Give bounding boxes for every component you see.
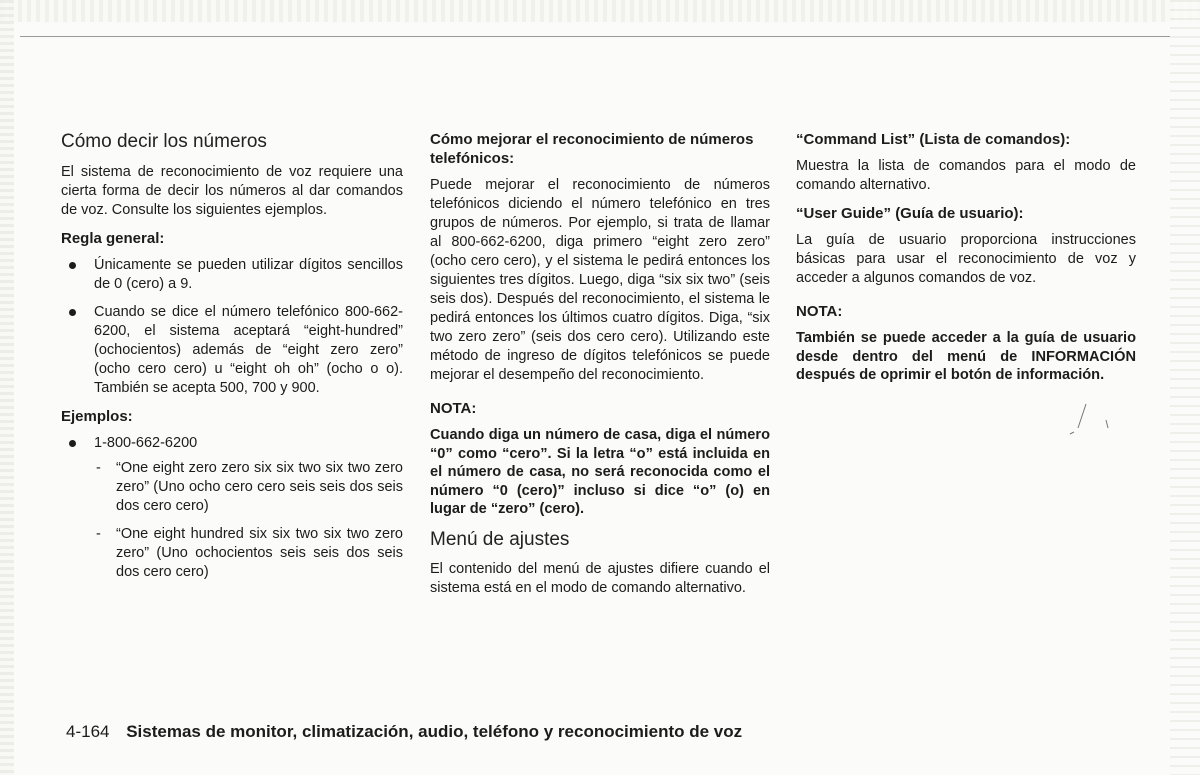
list-item: - “One eight hundred six six two six two zero zero” (Uno ochocientos seis seis dos seis dos cero cero) xyxy=(96,526,403,580)
list-item: Cuando se dice el número telefónico 800-662-6200, el sistema aceptará “eight-hundred” (ochocientos) además de “eight zero zero” (ocho cero cero) u “eight oh oh” (ocho o o). También se acepta 500, 700 y 900. xyxy=(61,303,403,398)
settings-menu-paragraph: El contenido del menú de ajustes difiere cuando el sistema está en el modo de comando alternativo. xyxy=(430,560,770,596)
scan-edge-top xyxy=(0,0,1200,22)
note-heading: NOTA: xyxy=(796,303,843,320)
list-item: - “One eight zero zero six six two six two zero zero” (Uno ocho cero cero seis seis dos seis dos cero cero) xyxy=(96,460,403,514)
list-item xyxy=(61,434,403,582)
improve-heading: Cómo mejorar el reconocimiento de números telefónicos: xyxy=(430,131,754,167)
footer-section-title: Sistemas de monitor, climatización, audio, teléfono y reconocimiento de voz xyxy=(126,722,743,741)
user-guide-heading: “User Guide” (Guía de usuario): xyxy=(796,205,1024,222)
page-number: 4-164 xyxy=(66,722,110,741)
dash-icon: - xyxy=(96,460,101,476)
intro-paragraph: El sistema de reconocimiento de voz requiere una cierta forma de decir los números al dar comandos de voz. Consulte los siguientes ejemplos. xyxy=(61,164,403,218)
scan-edge-right xyxy=(1170,0,1200,775)
pencil-mark-icon xyxy=(1062,398,1122,438)
example-number: 1-800-662-6200 xyxy=(94,435,198,451)
list-item: Únicamente se pueden utilizar dígitos sencillos de 0 (cero) a 9. xyxy=(61,256,403,294)
command-list-heading: “Command List” (Lista de comandos): xyxy=(796,131,1071,148)
page-footer xyxy=(66,721,742,743)
example-sublist xyxy=(94,459,403,582)
rules-list xyxy=(61,256,403,398)
note-paragraph: También se puede acceder a la guía de usuario desde dentro del menú de INFORMACIÓN después de oprimir el botón de información. xyxy=(796,330,1136,383)
examples-heading: Ejemplos: xyxy=(61,408,133,425)
user-guide-paragraph: La guía de usuario proporciona instrucciones básicas para usar el reconocimiento de voz y acceder a algunos comandos de voz. xyxy=(796,232,1136,286)
bullet-icon xyxy=(69,262,76,269)
examples-list xyxy=(61,434,403,582)
settings-menu-heading: Menú de ajustes xyxy=(430,528,570,550)
rule-heading: Regla general: xyxy=(61,230,165,247)
column-right xyxy=(796,130,1136,394)
header-rule xyxy=(20,36,1170,37)
column-middle xyxy=(430,130,770,607)
bullet-icon xyxy=(69,440,76,447)
section-heading-numbers: Cómo decir los números xyxy=(61,131,267,152)
scan-edge-left xyxy=(0,0,14,775)
column-left xyxy=(61,130,403,591)
improve-paragraph: Puede mejorar el reconocimiento de números telefónicos diciendo el número telefónico en tres grupos de números. Por ejemplo, si trata de llamar al 800-662-6200, diga primero “eight zero zero” (ocho cero cero), y el sistema le pedirá entonces los siguientes tres dígitos. Luego, diga “six six two” (seis seis dos). Después del reconocimiento, el sistema le pedirá entonces los últimos cuatro dígitos. Diga, “six two zero zero” (seis dos cero cero). Utilizando este método de ingreso de dígitos telefónicos se puede mejorar el desempeño del reconocimiento. xyxy=(430,177,770,383)
bullet-icon xyxy=(69,309,76,316)
dash-icon: - xyxy=(96,526,101,542)
command-list-paragraph: Muestra la lista de comandos para el modo de comando alternativo. xyxy=(796,158,1136,193)
note-heading: NOTA: xyxy=(430,400,477,417)
note-paragraph: Cuando diga un número de casa, diga el número “0” como “cero”. Si la letra “o” está incluida en el número de casa, no será reconocida como el número “0 (cero)” incluso si dice “o” (o) en lugar de “zero” (cero). xyxy=(430,427,770,517)
